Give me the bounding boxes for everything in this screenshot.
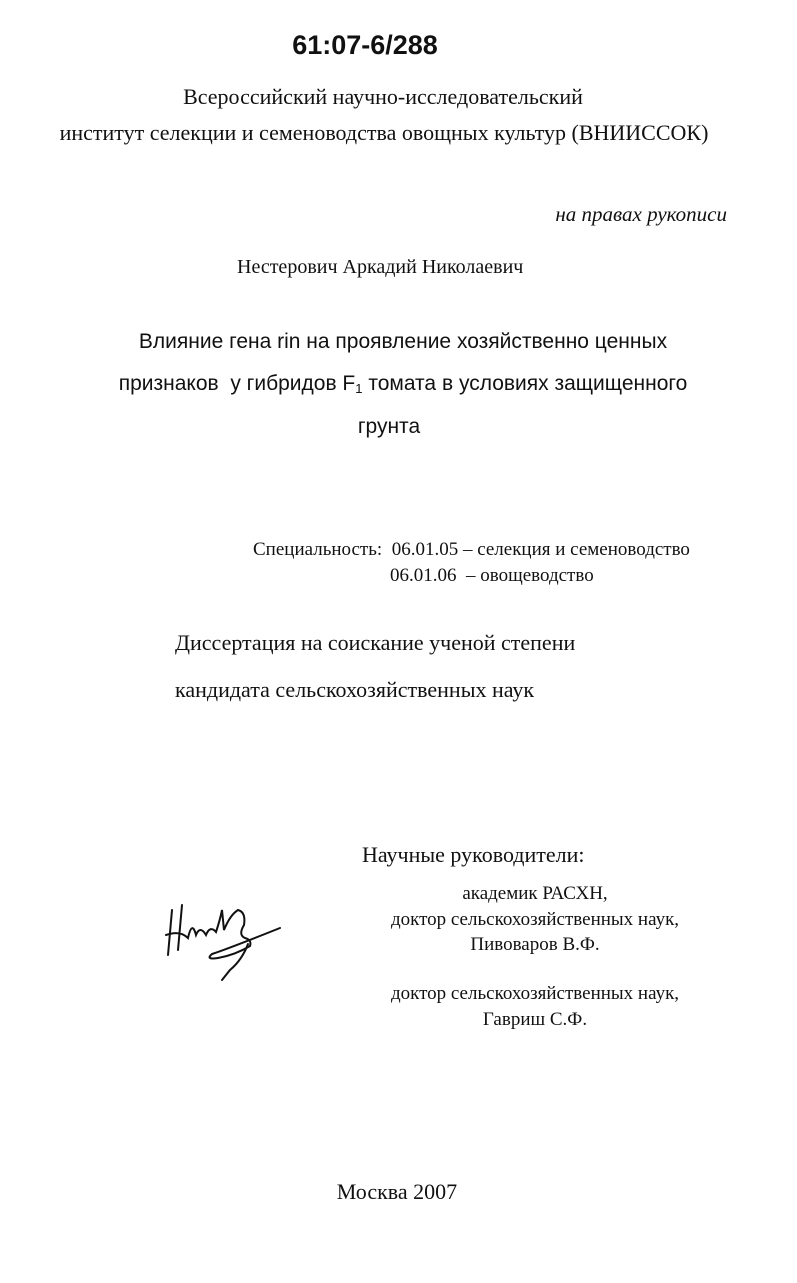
title-line-3: грунта [357, 415, 421, 438]
dissertation-line-1: Диссертация на соискание ученой степени [175, 630, 576, 655]
supervisor-1-name: Пивоваров В.Ф. [470, 934, 600, 955]
title-line-2-rest: томата в условиях защищенного [362, 372, 688, 395]
title-line-1: Влияние гена rin на проявление хозяйственно ценных [138, 330, 668, 353]
supervisor-1-title: академик РАСХН, [462, 883, 608, 904]
supervisor-2-name: Гавриш С.Ф. [482, 1009, 588, 1030]
title-subscript: 1 [355, 381, 363, 396]
place-and-year: Москва 2007 [336, 1179, 458, 1204]
title-line-2 [0, 373, 797, 395]
supervisor-1-degree: доктор сельскохозяйственных наук, [390, 909, 680, 930]
specialty-line-1 [253, 540, 690, 559]
title-line-2-text: признаков у гибридов F [118, 372, 356, 395]
specialty-label: Специальность: [253, 539, 383, 560]
registry-code: 61:07-6/288 [292, 30, 438, 60]
institution-line-2: институт селекции и семеноводства овощных культур (ВНИИССОК) [59, 120, 709, 145]
supervisor-2-degree: доктор сельскохозяйственных наук, [390, 983, 680, 1004]
institution-line-1: Всероссийский научно-исследовательский [183, 84, 583, 109]
supervisors-heading: Научные руководители: [362, 842, 585, 867]
manuscript-rights-note: на правах рукописи [555, 202, 727, 226]
dissertation-line-2: кандидата сельскохозяйственных наук [175, 677, 535, 702]
specialty-code-1: 06.01.05 – селекция и семеноводство [391, 539, 690, 560]
author-name: Нестерович Аркадий Николаевич [237, 256, 524, 278]
specialty-code-2: 06.01.06 – овощеводство [390, 565, 594, 586]
handwritten-signature [130, 880, 310, 1000]
